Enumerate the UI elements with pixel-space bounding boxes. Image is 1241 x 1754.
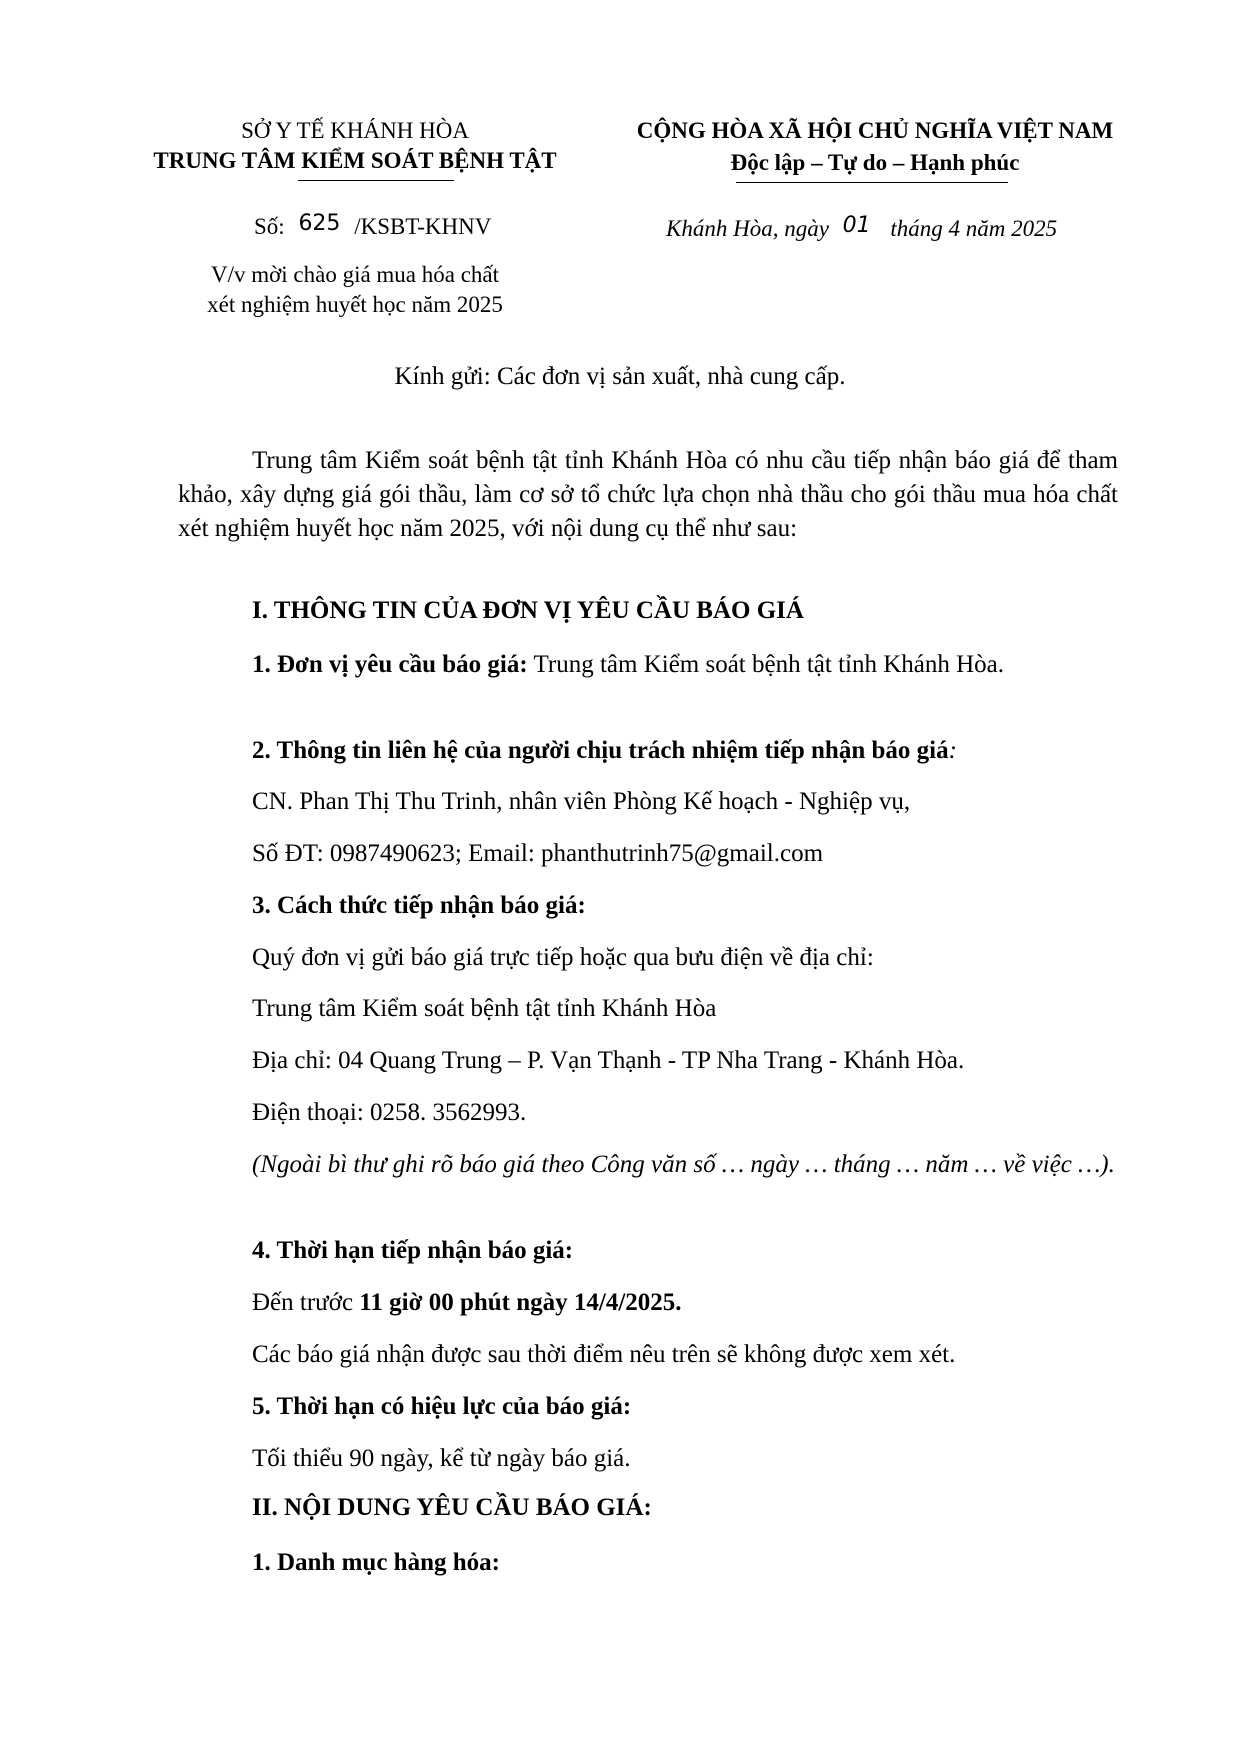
contact-line-2: Số ĐT: 0987490623; Email: phanthutrinh75@gmail.com (252, 840, 824, 867)
receive-line-2: Trung tâm Kiểm soát bệnh tật tỉnh Khánh Hòa (252, 995, 717, 1022)
item-2-colon: : (948, 737, 957, 764)
item-4-label: 4. Thời hạn tiếp nhận báo giá: (252, 1237, 574, 1264)
section-2-item-1-label: 1. Danh mục hàng hóa: (252, 1549, 500, 1576)
date-line (666, 214, 1057, 245)
document-number (254, 212, 491, 243)
deadline-value: 11 giờ 00 phút ngày 14/4/2025. (359, 1289, 682, 1316)
receive-line-4: Điện thoại: 0258. 3562993. (252, 1099, 527, 1126)
item-2-label: 2. Thông tin liên hệ của người chịu trách nhiệm tiếp nhận báo giá (252, 737, 949, 764)
section-1-title: I. THÔNG TIN CỦA ĐƠN VỊ YÊU CẦU BÁO GIÁ (252, 597, 804, 624)
deadline-line (252, 1286, 682, 1320)
item-2-heading (252, 734, 957, 768)
item-1-label: 1. Đơn vị yêu cầu báo giá: (252, 651, 528, 678)
date-prefix: Khánh Hòa, ngày (666, 216, 829, 241)
contact-line-1: CN. Phan Thị Thu Trinh, nhân viên Phòng Kế hoạch - Nghiệp vụ, (252, 788, 911, 815)
subject-line-2: xét nghiệm huyết học năm 2025 (207, 292, 503, 317)
item-5-label: 5. Thời hạn có hiệu lực của báo giá: (252, 1393, 632, 1420)
date-day: 01 (842, 213, 871, 238)
unit-underline (298, 180, 454, 181)
item-3-label: 3. Cách thức tiếp nhận báo giá: (252, 892, 586, 919)
item-1-paragraph (178, 648, 1118, 682)
nation-title: CỘNG HÒA XÃ HỘI CHỦ NGHĨA VIỆT NAM (636, 118, 1114, 143)
section-2-title: II. NỘI DUNG YÊU CẦU BÁO GIÁ: (252, 1494, 652, 1521)
item-1-value: Trung tâm Kiểm soát bệnh tật tỉnh Khánh Hòa. (533, 651, 1005, 678)
receive-note: (Ngoài bì thư ghi rõ báo giá theo Công văn số … ngày … tháng … năm … về việc …). (252, 1151, 1115, 1178)
validity-line: Tối thiểu 90 ngày, kể từ ngày báo giá. (252, 1445, 631, 1472)
number-prefix: Số: (254, 214, 285, 239)
intro-paragraph: Trung tâm Kiểm soát bệnh tật tỉnh Khánh Hòa có nhu cầu tiếp nhận báo giá để tham khảo, xây dựng giá gói thầu, làm cơ sở tổ chức lựa chọn nhà thầu cho gói thầu mua hóa chất xét nghiệm huyết học năm 2025, với nội dung cụ thể như sau: (178, 447, 1118, 542)
agency-name: SỞ Y TẾ KHÁNH HÒA (241, 118, 469, 143)
number-value: 625 (298, 211, 341, 236)
unit-name: TRUNG TÂM KIỂM SOÁT BỆNH TẬT (153, 148, 557, 173)
date-suffix: tháng 4 năm 2025 (890, 216, 1058, 241)
deadline-note: Các báo giá nhận được sau thời điểm nêu trên sẽ không được xem xét. (252, 1341, 956, 1368)
motto: Độc lập – Tự do – Hạnh phúc (730, 150, 1020, 175)
motto-underline (736, 182, 1008, 183)
subject-line-1: V/v mời chào giá mua hóa chất (210, 262, 500, 287)
deadline-prefix: Đến trước (252, 1289, 354, 1316)
recipient-line: Kính gửi: Các đơn vị sản xuất, nhà cung cấp. (394, 363, 846, 390)
receive-line-1: Quý đơn vị gửi báo giá trực tiếp hoặc qua bưu điện về địa chỉ: (252, 944, 874, 971)
number-suffix: /KSBT-KHNV (354, 214, 492, 239)
receive-line-3: Địa chỉ: 04 Quang Trung – P. Vạn Thạnh - TP Nha Trang - Khánh Hòa. (252, 1047, 965, 1074)
